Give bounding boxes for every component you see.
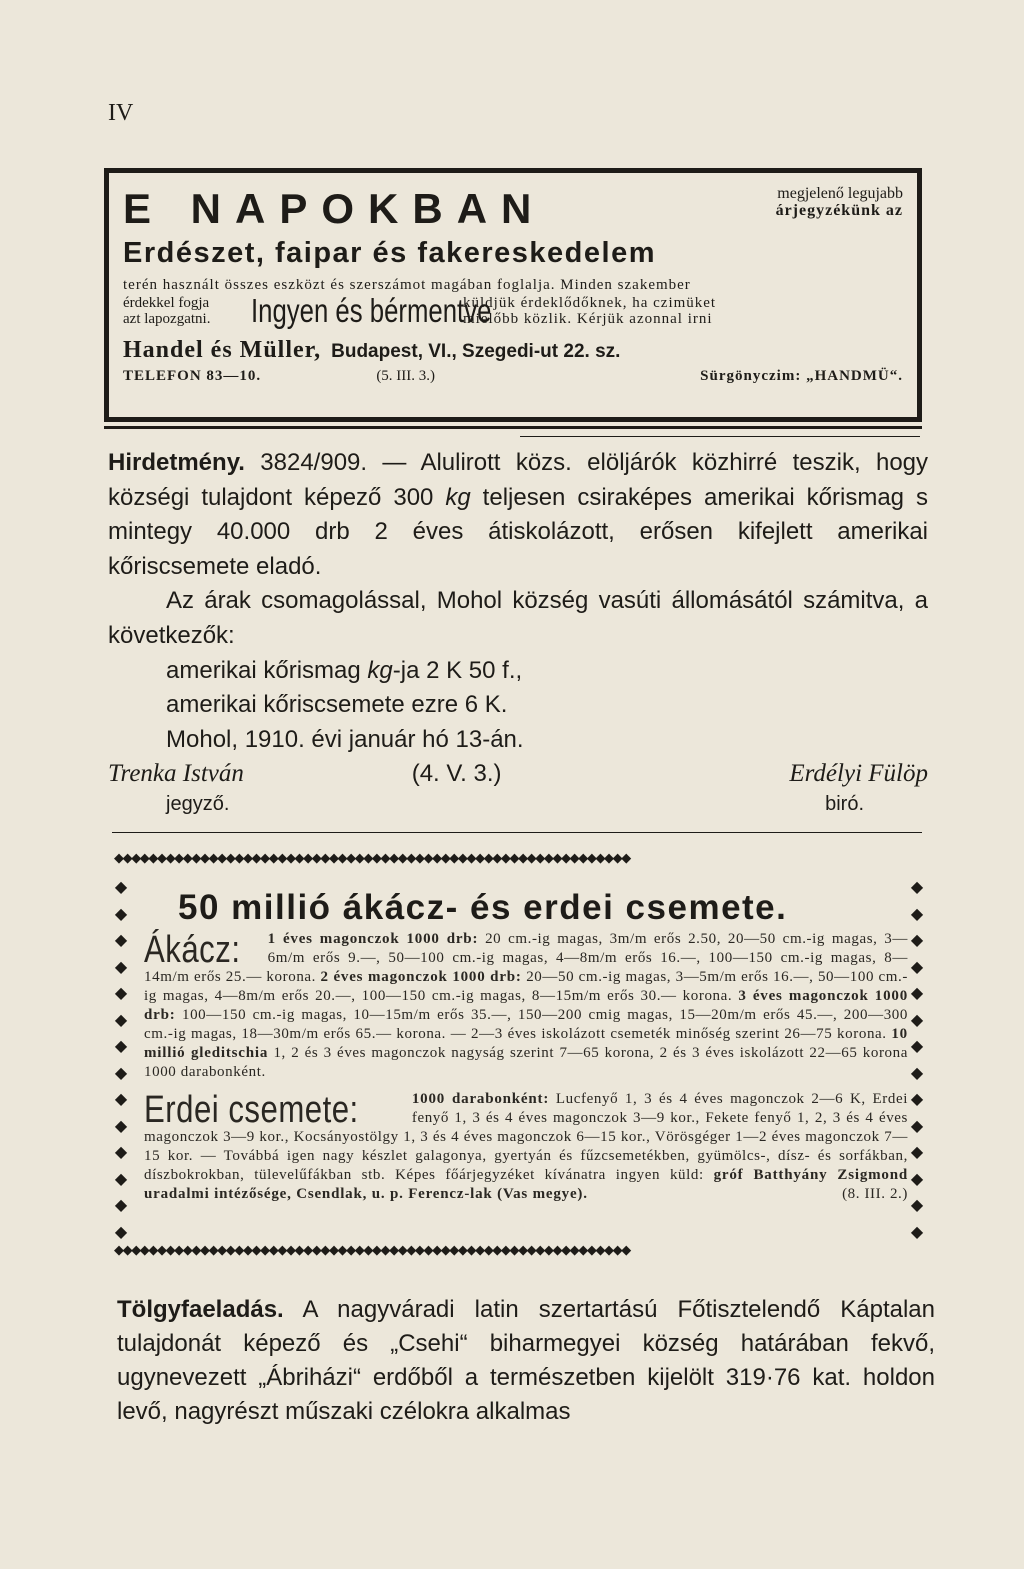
- notice-heading: Hirdetmény.: [108, 449, 245, 476]
- diamond-border-right: ◆ ◆ ◆ ◆ ◆ ◆ ◆ ◆ ◆ ◆ ◆ ◆ ◆ ◆: [910, 877, 924, 1241]
- price1-unit: kg: [367, 656, 393, 684]
- diamond-border-bottom: ◆◆◆◆◆◆◆◆◆◆◆◆◆◆◆◆◆◆◆◆◆◆◆◆◆◆◆◆◆◆◆◆◆◆◆◆◆◆◆◆◆◆◆◆◆◆◆◆◆◆◆◆◆◆◆◆◆◆◆◆: [114, 1244, 630, 1258]
- acacia-2yr-text: 20—50 cm.-ig magas, 3—5m/m erős 16.—, 50—100 cm.-ig magas, 4—8m/m erős 20.—, 100—150 cm.-ig magas, 8—15m/m erős 30.— korona.: [144, 969, 908, 1004]
- ad-intro-line2: árjegyzékünk az: [775, 202, 903, 219]
- signer-2-title: biró.: [825, 792, 864, 815]
- notice-price1: [108, 654, 928, 689]
- firm-name: Handel és Müller,: [123, 337, 322, 363]
- ad-left-line1: érdekkel fogja: [123, 295, 210, 311]
- price1-label: amerikai kőrismag: [166, 656, 361, 684]
- acacia-3yr-text: 100—150 cm.-ig magas, 10—15m/m erős 35.—, 150—200 cmig magas, 15—20m/m erős 45.—, 200—300 cm.-ig magas, 18—30m/m erős 65.— korona. — 2—3 éves iskolázott csemeték minőség szerint 26—75 korona.: [144, 1007, 908, 1042]
- acacia-dropcap: Ákácz:: [144, 929, 241, 971]
- divider: [104, 426, 922, 429]
- acacia-1yr-label: 1 éves magonczok 1000 drb:: [267, 931, 479, 947]
- notice-text1: — Alulirott közs. elöljárók közhirré teszik, hogy községi tulajdont képező 300: [108, 449, 929, 511]
- ad-left-line2: azt lapozgatni.: [123, 311, 211, 327]
- gleditschia-text: 1, 2 és 3 éves magonczok nagyság szerint 7—65 korona, 2 és 3 éves iskolázott 22—65 korona 1000 darabonként.: [144, 1045, 908, 1080]
- acacia-1yr-text: 20 cm.-ig magas, 3m/m erős 2.50, 20—50 cm.-ig magas, 3—6m/m erős 9.—, 50—100 cm.-ig magas, 4—8m/m erős 16.—, 100—150 cm.-ig magas, 8—14m/m erős 25.— korona.: [144, 931, 908, 985]
- signer-1: Trenka István: [108, 760, 244, 788]
- ad-right-line2: mielőbb közlik. Kérjük azonnal irni: [463, 311, 713, 327]
- divider-2: [112, 832, 922, 833]
- notice-hirdetmeny: [108, 446, 928, 816]
- price1-value: -ja 2 K 50 f.,: [392, 656, 523, 684]
- notice-unit-kg: kg: [445, 483, 471, 511]
- page-number: IV: [108, 100, 134, 126]
- telephone: TELEFON 83—10.: [123, 368, 262, 384]
- forest-text: Lucfenyő 1, 3 és 4 éves magonczok 2—6 K, Erdei fenyő 1, 3 és 4 éves magonczok 3—9 kor., Fekete fenyő 1, 2, 3 és 4 éves magonczok 3—9 kor., Kocsányostölgy 1, 3 és 4 éves magonczok 6—15 kor., Vörösgéger 1—2 éves magonczok 7—15 kor. — Továbbá igen nagy készlet galagonya, gyertyán és fűzcsemetékben, gyümölcs-, dísz- és sorfákban, díszbokrokban, tülevelűfákban stb. Képes főárjegyzéket kívánatra ingyen küld:: [144, 1091, 908, 1183]
- seedling-advertisement: [114, 846, 924, 1266]
- notice-price2: amerikai kőriscsemete ezre 6 K.: [166, 691, 508, 719]
- ad-free-offer: Ingyen és bérmentve: [251, 292, 492, 329]
- gleditschia-label: 10 millió gleditschia: [144, 1026, 908, 1061]
- divider-short: [520, 436, 920, 437]
- notice-code: (4. V. 3.): [411, 760, 502, 788]
- ad2-title: 50 millió ákácz- és erdei csemete.: [178, 888, 788, 927]
- diamond-border-left: ◆ ◆ ◆ ◆ ◆ ◆ ◆ ◆ ◆ ◆ ◆ ◆ ◆ ◆: [114, 877, 128, 1241]
- ad-headline: E NAPOKBAN: [123, 185, 546, 232]
- forest-dropcap: Erdei csemete:: [144, 1089, 359, 1131]
- ad-left-text: [123, 295, 251, 327]
- ad-intro: [723, 185, 903, 219]
- ad-right-line1: küldjük érdeklődőknek, ha czimüket: [463, 295, 717, 311]
- acacia-2yr-label: 2 éves magonczok 1000 drb:: [320, 969, 522, 985]
- forest-label: 1000 darabonként:: [411, 1091, 550, 1107]
- notice-number: 3824/909.: [260, 449, 368, 476]
- ad-code: (5. III. 3.): [376, 368, 436, 384]
- ad-subtitle: Erdészet, faipar és fakereskedelem: [123, 237, 656, 269]
- ad2-code: (8. III. 2.): [842, 1186, 908, 1202]
- handel-muller-advertisement: [104, 168, 922, 422]
- firm-address: Budapest, VI., Szegedi-ut 22. sz.: [331, 341, 621, 362]
- oak-sale-notice: [117, 1293, 935, 1429]
- notice-text2: teljesen csiraképes amerikai kőrismag s mintegy 40.000 drb 2 éves átiskolázott, erősen kifejlett amerikai kőriscsemete eladó.: [108, 483, 928, 580]
- acacia-3yr-label: 3 éves magonczok 1000 drb:: [144, 988, 909, 1023]
- forest-seedling-section: [144, 1090, 908, 1204]
- seller-name: gróf Batthyány Zsigmond uradalmi intézősége, Csendlak, u. p. Ferencz-lak (Vas megye).: [144, 1167, 908, 1202]
- acacia-section: [144, 930, 908, 1082]
- signer-2: Erdélyi Fülöp: [789, 760, 928, 788]
- oak-sale-text: A nagyváradi latin szertartású Főtisztelendő Káptalan tulajdonát képező és „Csehi“ biharmegyei község határában fekvő, ugynevezett „Ábriházi“ erdőből a természetben kijelölt 319·76 kat. holdon levő, nagyrészt műszaki czélokra alkalmas: [117, 1296, 935, 1425]
- ad-intro-line1: megjelenő legujabb: [777, 185, 903, 202]
- notice-para2: Az árak csomagolással, Mohol község vasúti állomásától számitva, a következők:: [108, 587, 928, 649]
- notice-para1: [108, 446, 928, 584]
- diamond-border-top: ◆◆◆◆◆◆◆◆◆◆◆◆◆◆◆◆◆◆◆◆◆◆◆◆◆◆◆◆◆◆◆◆◆◆◆◆◆◆◆◆◆◆◆◆◆◆◆◆◆◆◆◆◆◆◆◆◆◆◆◆: [114, 852, 630, 866]
- ad-right-text: [463, 295, 903, 327]
- oak-sale-heading: Tölgyfaeladás.: [117, 1296, 284, 1323]
- signer-1-title: jegyző.: [166, 792, 230, 815]
- telegram-address: Sürgönyczim: „HANDMÜ“.: [700, 368, 903, 384]
- notice-date: Mohol, 1910. évi január hó 13-án.: [166, 725, 524, 753]
- ad-body-line: terén használt összes eszközt és szerszámot magában foglalja. Minden szakember: [123, 277, 691, 293]
